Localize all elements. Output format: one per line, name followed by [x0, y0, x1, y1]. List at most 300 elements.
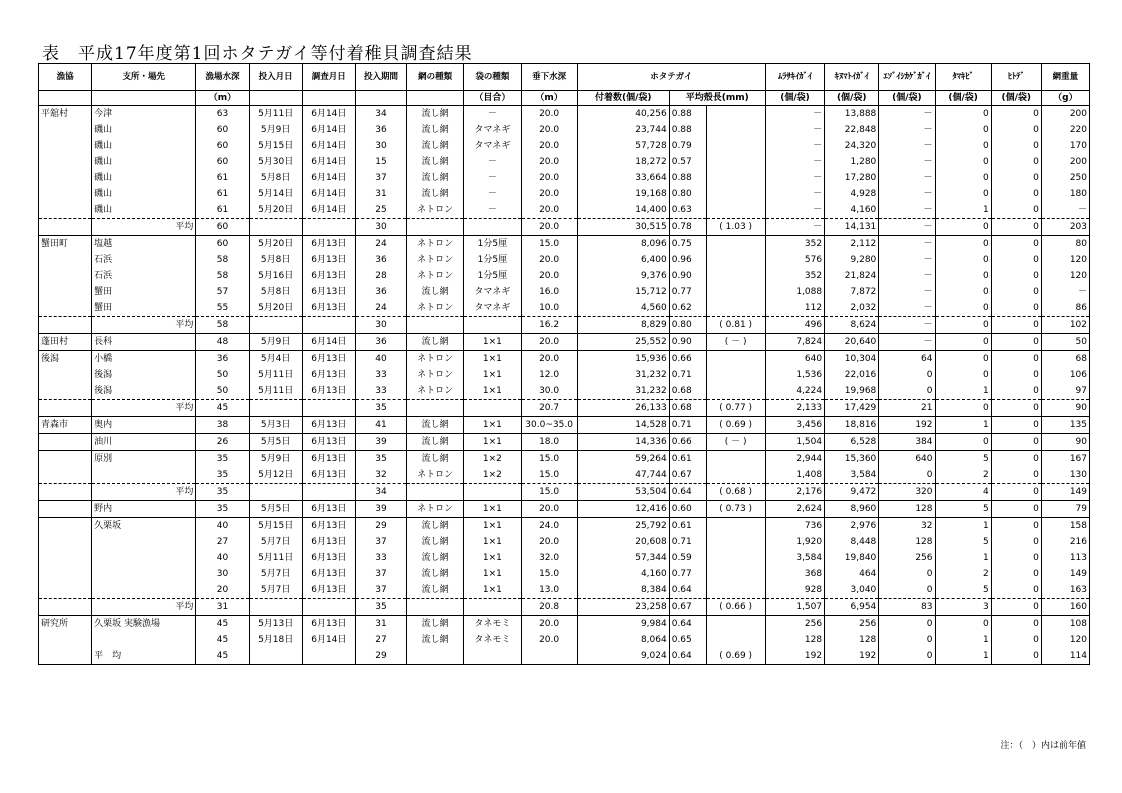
weight-cell: －: [1041, 284, 1089, 300]
hang-depth-cell: 15.0: [521, 566, 577, 582]
area-cell: [39, 383, 92, 400]
period-cell: 33: [355, 550, 406, 566]
hang-depth-cell: 20.0: [521, 268, 577, 284]
murasaki-cell: 256: [765, 616, 824, 633]
tamami-cell: 2: [935, 467, 991, 484]
table-row: [39, 434, 1090, 451]
period-cell: 36: [355, 252, 406, 268]
tamami-cell: 0: [935, 268, 991, 284]
net-type-cell: 流し網: [407, 154, 464, 170]
count-cell: 8,096: [577, 236, 669, 253]
period-cell: 35: [355, 400, 406, 417]
table-row: [39, 236, 1090, 253]
net-type-cell: [407, 219, 464, 236]
branch-cell: 平均: [92, 219, 196, 236]
ezo-cell: －: [879, 284, 935, 300]
prev-year-cell: [706, 351, 765, 368]
hang-depth-cell: 20.0: [521, 616, 577, 633]
kinu-cell: 18,816: [825, 417, 879, 434]
hitode-cell: 0: [991, 236, 1041, 253]
table-row: [39, 566, 1090, 582]
area-cell: [39, 122, 92, 138]
count-cell: 6,400: [577, 252, 669, 268]
prev-year-cell: ( － ): [706, 434, 765, 451]
net-type-cell: ネトロン: [407, 383, 464, 400]
length-cell: 0.90: [669, 334, 706, 351]
count-cell: 20,608: [577, 534, 669, 550]
prev-year-cell: ( 0.69 ): [706, 648, 765, 665]
ezo-cell: －: [879, 186, 935, 202]
put-date-cell: 5月8日: [249, 284, 302, 300]
period-cell: 15: [355, 154, 406, 170]
kinu-cell: 7,872: [825, 284, 879, 300]
area-cell: [39, 300, 92, 317]
header-depth-unit: （m）: [196, 91, 249, 106]
bag-type-cell: 1分5厘: [464, 268, 521, 284]
murasaki-cell: 1,504: [765, 434, 824, 451]
table-header: [39, 64, 1090, 106]
murasaki-cell: 2,176: [765, 484, 824, 501]
kinu-cell: 2,032: [825, 300, 879, 317]
table-row: [39, 550, 1090, 566]
prev-year-cell: ( 0.81 ): [706, 317, 765, 334]
header-ezo-unit: (個/袋): [879, 91, 935, 106]
hitode-cell: 0: [991, 400, 1041, 417]
table-row: [39, 300, 1090, 317]
weight-cell: 86: [1041, 300, 1089, 317]
header-length: 平均殻長(mm): [669, 91, 765, 106]
murasaki-cell: 640: [765, 351, 824, 368]
murasaki-cell: 576: [765, 252, 824, 268]
bag-type-cell: タマネギ: [464, 122, 521, 138]
branch-cell: [92, 467, 196, 484]
murasaki-cell: －: [765, 106, 824, 123]
table-row: [39, 138, 1090, 154]
net-type-cell: 流し網: [407, 417, 464, 434]
prev-year-cell: [706, 582, 765, 599]
area-cell: [39, 484, 92, 501]
weight-cell: 203: [1041, 219, 1089, 236]
depth-cell: 45: [196, 632, 249, 648]
net-type-cell: ネトロン: [407, 202, 464, 219]
ezo-cell: －: [879, 300, 935, 317]
tamami-cell: 1: [935, 632, 991, 648]
ezo-cell: －: [879, 122, 935, 138]
area-cell: 蓬田村: [39, 334, 92, 351]
prev-year-cell: [706, 236, 765, 253]
murasaki-cell: 2,133: [765, 400, 824, 417]
net-type-cell: 流し網: [407, 616, 464, 633]
prev-year-cell: ( 0.66 ): [706, 599, 765, 616]
period-cell: 32: [355, 467, 406, 484]
survey-date-cell: 6月14日: [302, 632, 355, 648]
branch-cell: 後潟: [92, 367, 196, 383]
ezo-cell: －: [879, 317, 935, 334]
survey-results-table: [38, 63, 1090, 665]
weight-cell: 180: [1041, 186, 1089, 202]
table-row: [39, 518, 1090, 535]
put-date-cell: 5月15日: [249, 138, 302, 154]
table-row: [39, 534, 1090, 550]
area-cell: [39, 367, 92, 383]
weight-cell: 167: [1041, 451, 1089, 468]
hitode-cell: 0: [991, 434, 1041, 451]
length-cell: 0.64: [669, 648, 706, 665]
tamami-cell: 0: [935, 351, 991, 368]
bag-type-cell: タマネギ: [464, 138, 521, 154]
prev-year-cell: [706, 186, 765, 202]
bag-type-cell: 1×1: [464, 383, 521, 400]
hang-depth-cell: 15.0: [521, 451, 577, 468]
weight-cell: 170: [1041, 138, 1089, 154]
put-date-cell: [249, 219, 302, 236]
weight-cell: 216: [1041, 534, 1089, 550]
bag-type-cell: 1×1: [464, 417, 521, 434]
ezo-cell: 0: [879, 566, 935, 582]
length-cell: 0.66: [669, 351, 706, 368]
header-weight: 網重量: [1041, 64, 1089, 91]
put-date-cell: 5月11日: [249, 550, 302, 566]
bag-type-cell: 1分5厘: [464, 236, 521, 253]
table-row: [39, 467, 1090, 484]
period-cell: 36: [355, 284, 406, 300]
ezo-cell: －: [879, 138, 935, 154]
ezo-cell: 64: [879, 351, 935, 368]
hang-depth-cell: 20.0: [521, 122, 577, 138]
hang-depth-cell: 12.0: [521, 367, 577, 383]
net-type-cell: ネトロン: [407, 351, 464, 368]
tamami-cell: 1: [935, 202, 991, 219]
branch-cell: 平均: [92, 317, 196, 334]
tamami-cell: 0: [935, 106, 991, 123]
hang-depth-cell: 20.7: [521, 400, 577, 417]
survey-date-cell: 6月14日: [302, 170, 355, 186]
table-row: [39, 400, 1090, 417]
kinu-cell: 19,968: [825, 383, 879, 400]
branch-cell: 磯山: [92, 186, 196, 202]
period-cell: 25: [355, 202, 406, 219]
kinu-cell: 22,016: [825, 367, 879, 383]
kinu-cell: 8,624: [825, 317, 879, 334]
bag-type-cell: －: [464, 170, 521, 186]
survey-date-cell: 6月13日: [302, 236, 355, 253]
header-net-sub: [407, 91, 464, 106]
branch-cell: 久栗坂 実験漁場: [92, 616, 196, 633]
bag-type-cell: 1×1: [464, 434, 521, 451]
depth-cell: 60: [196, 236, 249, 253]
branch-cell: 平均: [92, 400, 196, 417]
length-cell: 0.61: [669, 518, 706, 535]
depth-cell: 58: [196, 252, 249, 268]
header-murasaki: ﾑﾗｻｷｲｶﾞｲ: [765, 64, 824, 91]
count-cell: 4,160: [577, 566, 669, 582]
period-cell: 34: [355, 106, 406, 123]
prev-year-cell: [706, 534, 765, 550]
period-cell: 31: [355, 616, 406, 633]
table-row: [39, 599, 1090, 616]
weight-cell: 163: [1041, 582, 1089, 599]
bag-type-cell: 1分5厘: [464, 252, 521, 268]
kinu-cell: 14,131: [825, 219, 879, 236]
period-cell: 24: [355, 236, 406, 253]
hang-depth-cell: 20.0: [521, 186, 577, 202]
murasaki-cell: 128: [765, 632, 824, 648]
table-row: [39, 501, 1090, 518]
murasaki-cell: －: [765, 122, 824, 138]
survey-date-cell: 6月13日: [302, 434, 355, 451]
table-body: [39, 106, 1090, 665]
hitode-cell: 0: [991, 501, 1041, 518]
survey-date-cell: 6月13日: [302, 518, 355, 535]
murasaki-cell: 352: [765, 236, 824, 253]
length-cell: 0.75: [669, 236, 706, 253]
put-date-cell: [249, 599, 302, 616]
branch-cell: 長科: [92, 334, 196, 351]
prev-year-cell: [706, 252, 765, 268]
length-cell: 0.64: [669, 616, 706, 633]
tamami-cell: 0: [935, 400, 991, 417]
survey-date-cell: 6月13日: [302, 284, 355, 300]
hang-depth-cell: 20.0: [521, 334, 577, 351]
header-put-date: 投入月日: [249, 64, 302, 91]
prev-year-cell: ( 0.68 ): [706, 484, 765, 501]
prev-year-cell: [706, 467, 765, 484]
hitode-cell: 0: [991, 367, 1041, 383]
area-cell: [39, 252, 92, 268]
branch-cell: [92, 566, 196, 582]
weight-cell: 130: [1041, 467, 1089, 484]
ezo-cell: －: [879, 106, 935, 123]
table-row: [39, 334, 1090, 351]
table-row: [39, 367, 1090, 383]
murasaki-cell: 4,224: [765, 383, 824, 400]
ezo-cell: 128: [879, 534, 935, 550]
put-date-cell: 5月12日: [249, 467, 302, 484]
branch-cell: 磯山: [92, 154, 196, 170]
depth-cell: 45: [196, 648, 249, 665]
ezo-cell: －: [879, 202, 935, 219]
weight-cell: 106: [1041, 367, 1089, 383]
weight-cell: 220: [1041, 122, 1089, 138]
length-cell: 0.59: [669, 550, 706, 566]
bag-type-cell: 1×2: [464, 451, 521, 468]
kinu-cell: 10,304: [825, 351, 879, 368]
header-survey-date: 調査月日: [302, 64, 355, 91]
ezo-cell: －: [879, 334, 935, 351]
hitode-cell: 0: [991, 284, 1041, 300]
count-cell: 57,344: [577, 550, 669, 566]
area-cell: [39, 186, 92, 202]
hitode-cell: 0: [991, 534, 1041, 550]
prev-year-cell: [706, 154, 765, 170]
kinu-cell: 22,848: [825, 122, 879, 138]
put-date-cell: 5月9日: [249, 122, 302, 138]
put-date-cell: [249, 400, 302, 417]
length-cell: 0.79: [669, 138, 706, 154]
branch-cell: 平均: [92, 484, 196, 501]
tamami-cell: 0: [935, 122, 991, 138]
weight-cell: －: [1041, 202, 1089, 219]
bag-type-cell: [464, 219, 521, 236]
net-type-cell: ネトロン: [407, 467, 464, 484]
length-cell: 0.80: [669, 186, 706, 202]
area-cell: [39, 434, 92, 451]
length-cell: 0.67: [669, 467, 706, 484]
kinu-cell: 9,472: [825, 484, 879, 501]
murasaki-cell: －: [765, 186, 824, 202]
prev-year-cell: [706, 122, 765, 138]
hang-depth-cell: 32.0: [521, 550, 577, 566]
hitode-cell: 0: [991, 351, 1041, 368]
put-date-cell: 5月20日: [249, 236, 302, 253]
tamami-cell: 0: [935, 154, 991, 170]
net-type-cell: 流し網: [407, 138, 464, 154]
put-date-cell: 5月18日: [249, 632, 302, 648]
ezo-cell: 0: [879, 616, 935, 633]
weight-cell: 120: [1041, 268, 1089, 284]
tamami-cell: 1: [935, 417, 991, 434]
bag-type-cell: 1×1: [464, 367, 521, 383]
kinu-cell: 1,280: [825, 154, 879, 170]
survey-date-cell: 6月13日: [302, 268, 355, 284]
depth-cell: 35: [196, 467, 249, 484]
net-type-cell: ネトロン: [407, 252, 464, 268]
depth-cell: 50: [196, 383, 249, 400]
kinu-cell: 4,928: [825, 186, 879, 202]
hitode-cell: 0: [991, 550, 1041, 566]
count-cell: 8,064: [577, 632, 669, 648]
depth-cell: 35: [196, 484, 249, 501]
ezo-cell: 128: [879, 501, 935, 518]
tamami-cell: 1: [935, 550, 991, 566]
branch-cell: 小橋: [92, 351, 196, 368]
branch-cell: 蟹田: [92, 284, 196, 300]
length-cell: 0.77: [669, 284, 706, 300]
kinu-cell: 4,160: [825, 202, 879, 219]
put-date-cell: 5月11日: [249, 106, 302, 123]
area-cell: [39, 317, 92, 334]
hitode-cell: 0: [991, 616, 1041, 633]
period-cell: 29: [355, 648, 406, 665]
prev-year-cell: [706, 170, 765, 186]
bag-type-cell: 1×1: [464, 351, 521, 368]
area-cell: [39, 219, 92, 236]
area-cell: [39, 138, 92, 154]
prev-year-cell: [706, 300, 765, 317]
header-kinu-unit: (個/袋): [825, 91, 879, 106]
murasaki-cell: －: [765, 154, 824, 170]
count-cell: 23,744: [577, 122, 669, 138]
prev-year-cell: [706, 106, 765, 123]
area-cell: [39, 566, 92, 582]
murasaki-cell: 3,584: [765, 550, 824, 566]
branch-cell: 磯山: [92, 202, 196, 219]
hitode-cell: 0: [991, 219, 1041, 236]
depth-cell: 30: [196, 566, 249, 582]
period-cell: 40: [355, 351, 406, 368]
put-date-cell: 5月15日: [249, 518, 302, 535]
weight-cell: 149: [1041, 484, 1089, 501]
ezo-cell: －: [879, 219, 935, 236]
period-cell: 37: [355, 582, 406, 599]
count-cell: 31,232: [577, 383, 669, 400]
hitode-cell: 0: [991, 186, 1041, 202]
tamami-cell: 0: [935, 138, 991, 154]
count-cell: 33,664: [577, 170, 669, 186]
length-cell: 0.78: [669, 219, 706, 236]
put-date-cell: 5月11日: [249, 367, 302, 383]
period-cell: 34: [355, 484, 406, 501]
tamami-cell: 0: [935, 236, 991, 253]
header-bag-unit: （目合）: [464, 91, 521, 106]
branch-cell: 野内: [92, 501, 196, 518]
hitode-cell: 0: [991, 202, 1041, 219]
survey-date-cell: [302, 484, 355, 501]
count-cell: 9,376: [577, 268, 669, 284]
count-cell: 14,528: [577, 417, 669, 434]
length-cell: 0.88: [669, 106, 706, 123]
area-cell: [39, 400, 92, 417]
header-area: 漁協: [39, 64, 92, 91]
length-cell: 0.96: [669, 252, 706, 268]
net-type-cell: 流し網: [407, 550, 464, 566]
prev-year-cell: [706, 518, 765, 535]
hitode-cell: 0: [991, 467, 1041, 484]
length-cell: 0.77: [669, 566, 706, 582]
depth-cell: 61: [196, 186, 249, 202]
tamami-cell: 5: [935, 451, 991, 468]
branch-cell: 今津: [92, 106, 196, 123]
tamami-cell: 0: [935, 300, 991, 317]
weight-cell: 135: [1041, 417, 1089, 434]
weight-cell: 113: [1041, 550, 1089, 566]
depth-cell: 61: [196, 202, 249, 219]
area-cell: [39, 467, 92, 484]
count-cell: 15,712: [577, 284, 669, 300]
length-cell: 0.57: [669, 154, 706, 170]
murasaki-cell: 1,507: [765, 599, 824, 616]
bag-type-cell: [464, 317, 521, 334]
net-type-cell: [407, 599, 464, 616]
prev-year-cell: [706, 268, 765, 284]
count-cell: 30,515: [577, 219, 669, 236]
ezo-cell: 384: [879, 434, 935, 451]
branch-cell: 奥内: [92, 417, 196, 434]
depth-cell: 60: [196, 219, 249, 236]
survey-date-cell: 6月13日: [302, 534, 355, 550]
length-cell: 0.65: [669, 632, 706, 648]
weight-cell: 200: [1041, 154, 1089, 170]
weight-cell: 79: [1041, 501, 1089, 518]
ezo-cell: －: [879, 154, 935, 170]
murasaki-cell: 736: [765, 518, 824, 535]
survey-date-cell: 6月13日: [302, 501, 355, 518]
header-ezo: ｴｿﾞｲｼｶｹﾞｶﾞｲ: [879, 64, 935, 91]
hitode-cell: 0: [991, 599, 1041, 616]
hitode-cell: 0: [991, 582, 1041, 599]
count-cell: 53,504: [577, 484, 669, 501]
branch-cell: 平均: [92, 599, 196, 616]
count-cell: 23,258: [577, 599, 669, 616]
branch-cell: [92, 534, 196, 550]
area-cell: [39, 202, 92, 219]
count-cell: 14,400: [577, 202, 669, 219]
length-cell: 0.62: [669, 300, 706, 317]
put-date-cell: [249, 648, 302, 665]
murasaki-cell: 192: [765, 648, 824, 665]
bag-type-cell: 1×1: [464, 582, 521, 599]
header-period: 投入期間: [355, 64, 406, 91]
